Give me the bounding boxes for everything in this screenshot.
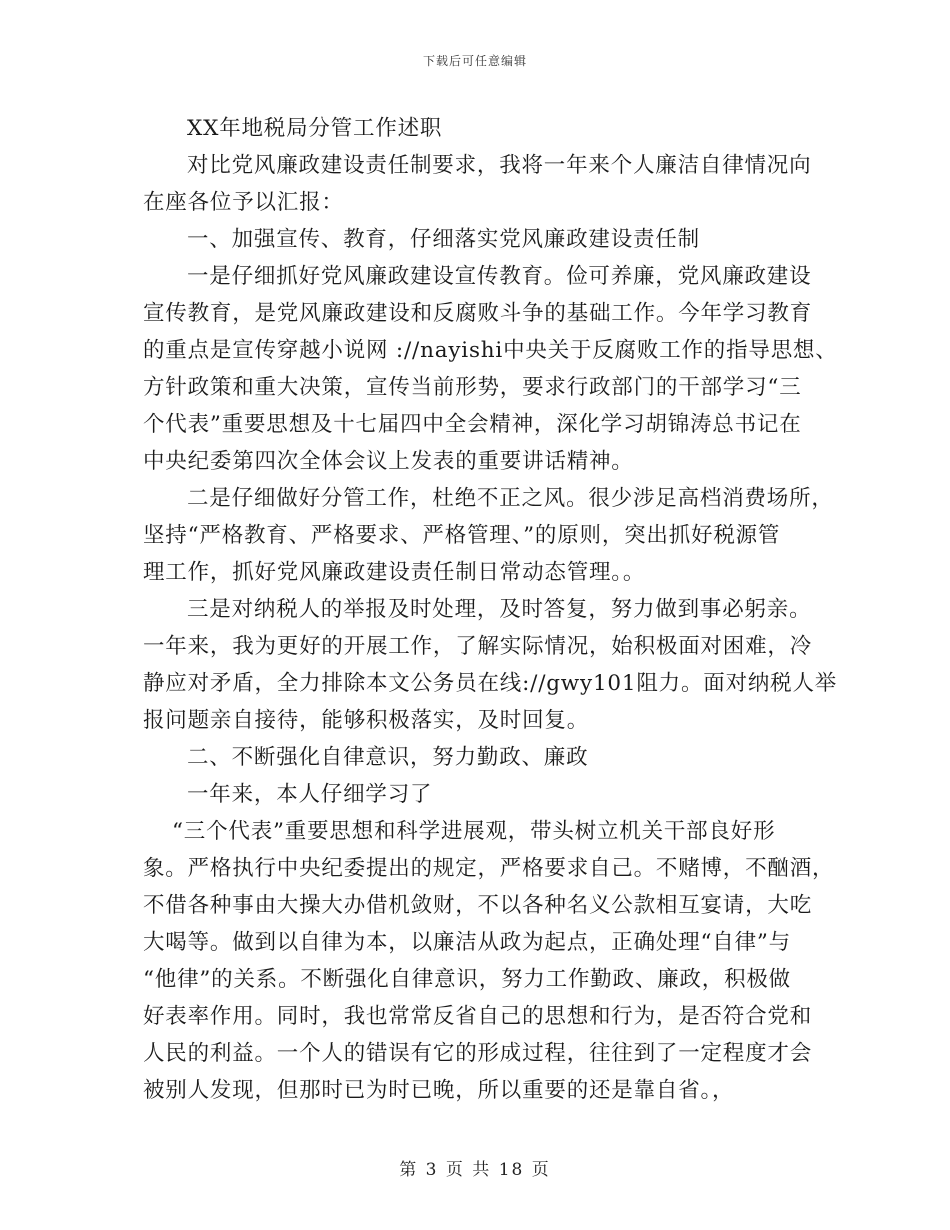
paragraph-line: 方针政策和重大决策，宣传当前形势，要求行政部门的干部学习“三 (143, 375, 802, 400)
page-header: 下载后可任意编辑 (422, 54, 527, 68)
paragraph-line: 大喝等。做到以自律为本，以廉洁从政为起点，正确处理“自律”与 (143, 930, 791, 955)
section-heading: 二、不断强化自律意识，努力勤政、廉政 (187, 745, 589, 770)
section-heading: 一、加强宣传、教育，仔细落实党风廉政建设责任制 (187, 227, 700, 252)
paragraph-line: 个代表”重要思想及十七届四中全会精神，深化学习胡锦涛总书记在 (143, 412, 802, 437)
paragraph-line: 一是仔细抓好党风廉政建设宣传教育。俭可养廉，党风廉政建设 (187, 264, 812, 289)
paragraph-line: “他律”的关系。不断强化自律意识，努力工作勤政、廉政，积极做 (143, 967, 791, 992)
paragraph-line: 理工作，抓好党风廉政建设责任制日常动态管理。。 (143, 560, 646, 585)
paragraph-line: 的重点是宣传穿越小说网 ://nayishi中央关于反腐败工作的指导思想、 (143, 338, 838, 363)
paragraph-line: 报问题亲自接待，能够积极落实，及时回复。 (143, 708, 590, 733)
paragraph-line: 象。严格执行中央纪委提出的规定，严格要求自己。不赌博，不酗酒， (143, 856, 835, 881)
paragraph-line: 二是仔细做好分管工作，杜绝不正之风。很少涉足高档消费场所， (187, 486, 834, 511)
paragraph-line: “三个代表”重要思想和科学进展观，带头树立机关干部良好形 (172, 819, 776, 844)
document-title: XX年地税局分管工作述职 (187, 116, 443, 141)
paragraph-line: 宣传教育，是党风廉政建设和反腐败斗争的基础工作。今年学习教育 (143, 301, 813, 326)
paragraph-line: 一年来，本人仔细学习了 (187, 782, 433, 807)
paragraph-line: 不借各种事由大操大办借机敛财，不以各种名义公款相互宴请，大吃 (143, 893, 813, 918)
paragraph-line: 三是对纳税人的举报及时处理，及时答复，努力做到事必躬亲。 (187, 597, 812, 622)
paragraph-line: 被别人发现，但那时已为时已晚，所以重要的还是靠自省。， (143, 1078, 735, 1103)
paragraph-line: 在座各位予以汇报： (143, 190, 344, 215)
paragraph-line: 静应对矛盾，全力排除本文公务员在线://gwy101阻力。面对纳税人举 (143, 671, 838, 696)
paragraph-line: 一年来，我为更好的开展工作，了解实际情况，始积极面对困难，冷 (143, 634, 813, 659)
paragraph-line: 中央纪委第四次全体会议上发表的重要讲话精神。 (143, 449, 634, 474)
page-number-footer: 第 3 页 共 18 页 (399, 1160, 551, 1180)
paragraph-line: 人民的利益。一个人的错误有它的形成过程，往往到了一定程度才会 (143, 1041, 813, 1066)
paragraph-line: 好表率作用。同时，我也常常反省自己的思想和行为，是否符合党和 (143, 1004, 813, 1029)
paragraph-line: 坚持“严格教育、严格要求、严格管理、”的原则，突出抓好税源管 (143, 523, 781, 548)
paragraph-line: 对比党风廉政建设责任制要求，我将一年来个人廉洁自律情况向 (187, 153, 812, 178)
